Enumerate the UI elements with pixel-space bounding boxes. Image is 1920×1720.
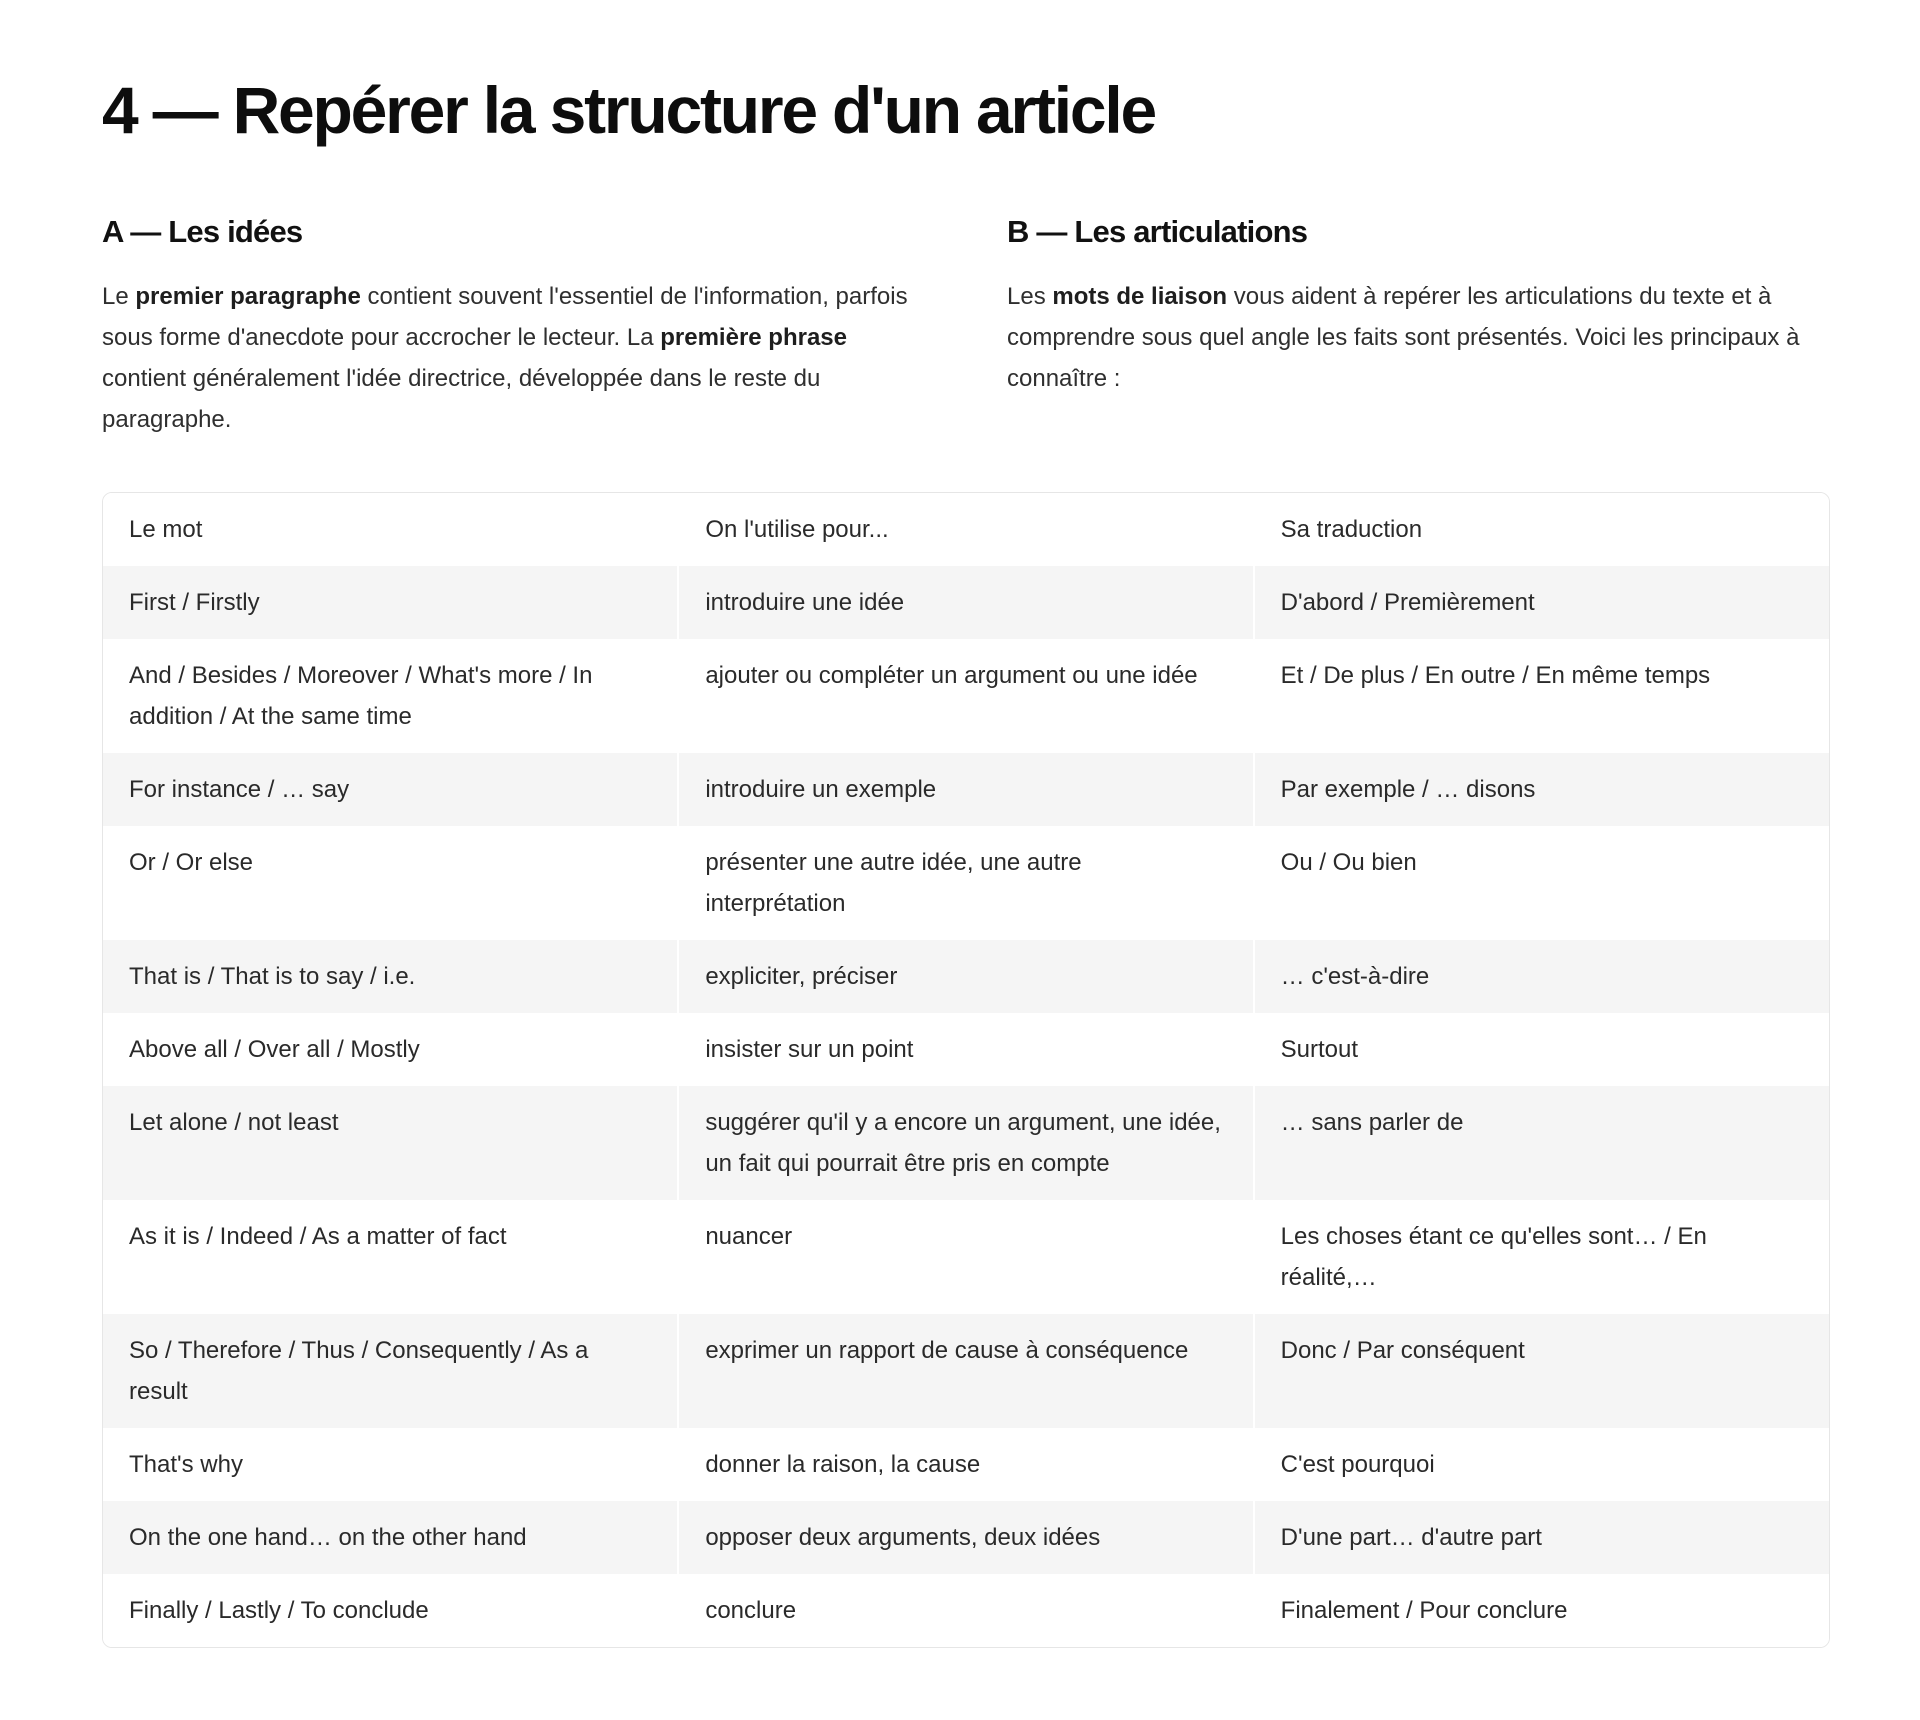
cell-translation: Les choses étant ce qu'elles sont… / En réalité,… — [1254, 1200, 1829, 1314]
cell-word: That's why — [103, 1428, 678, 1501]
cell-word: For instance / … say — [103, 753, 678, 826]
table-row — [103, 826, 1829, 940]
cell-usage: suggérer qu'il y a encore un argument, une idée, un fait qui pourrait être pris en compte — [678, 1086, 1253, 1200]
cell-word: That is / That is to say / i.e. — [103, 940, 678, 1013]
text-run: Les — [1007, 283, 1053, 310]
table-row — [103, 566, 1829, 639]
table-row — [103, 1013, 1829, 1086]
section-ideas-text — [102, 276, 913, 440]
cell-usage: expliciter, préciser — [678, 940, 1253, 1013]
cell-translation: D'abord / Premièrement — [1254, 566, 1829, 639]
cell-translation: … c'est-à-dire — [1254, 940, 1829, 1013]
cell-word: Finally / Lastly / To conclude — [103, 1574, 678, 1647]
cell-word: As it is / Indeed / As a matter of fact — [103, 1200, 678, 1314]
cell-word: Above all / Over all / Mostly — [103, 1013, 678, 1086]
text-run: contient généralement l'idée directrice, développée dans le reste du paragraphe. — [102, 365, 821, 433]
section-articulations-heading: B — Les articulations — [1007, 214, 1308, 249]
bold-term: première phrase — [660, 324, 847, 351]
cell-translation: Ou / Ou bien — [1254, 826, 1829, 940]
section-articulations-text — [1007, 276, 1818, 399]
cell-translation: Finalement / Pour conclure — [1254, 1574, 1829, 1647]
cell-usage: conclure — [678, 1574, 1253, 1647]
cell-usage: ajouter ou compléter un argument ou une idée — [678, 639, 1253, 753]
section-articulations — [1007, 212, 1818, 440]
cell-translation: Et / De plus / En outre / En même temps — [1254, 639, 1829, 753]
cell-usage: insister sur un point — [678, 1013, 1253, 1086]
cell-translation: C'est pourquoi — [1254, 1428, 1829, 1501]
cell-word: First / Firstly — [103, 566, 678, 639]
section-ideas-heading: A — Les idées — [102, 214, 303, 249]
table-row — [103, 1574, 1829, 1647]
intro-columns — [102, 212, 1818, 440]
cell-translation: … sans parler de — [1254, 1086, 1829, 1200]
cell-usage: opposer deux arguments, deux idées — [678, 1501, 1253, 1574]
cell-translation: D'une part… d'autre part — [1254, 1501, 1829, 1574]
table-header-row — [103, 493, 1829, 566]
table-row — [103, 639, 1829, 753]
cell-translation: Par exemple / … disons — [1254, 753, 1829, 826]
table-row — [103, 1428, 1829, 1501]
cell-word: On the one hand… on the other hand — [103, 1501, 678, 1574]
text-run: vous aident à repérer les articulations du texte et à comprendre sous quel angle les faits sont présentés. Voici les principaux à connaître : — [1007, 283, 1800, 392]
cell-usage: exprimer un rapport de cause à conséquence — [678, 1314, 1253, 1428]
text-run: Le — [102, 283, 136, 310]
cell-usage: introduire une idée — [678, 566, 1253, 639]
cell-usage: donner la raison, la cause — [678, 1428, 1253, 1501]
cell-usage: introduire un exemple — [678, 753, 1253, 826]
cell-usage: présenter une autre idée, une autre interprétation — [678, 826, 1253, 940]
column-header-usage: On l'utilise pour... — [678, 493, 1253, 566]
cell-translation: Donc / Par conséquent — [1254, 1314, 1829, 1428]
cell-usage: nuancer — [678, 1200, 1253, 1314]
column-header-word: Le mot — [103, 493, 678, 566]
cell-translation: Surtout — [1254, 1013, 1829, 1086]
column-header-translation: Sa traduction — [1254, 493, 1829, 566]
table-row — [103, 753, 1829, 826]
cell-word: And / Besides / Moreover / What's more / In addition / At the same time — [103, 639, 678, 753]
bold-term: mots de liaison — [1052, 283, 1228, 310]
table-row — [103, 1086, 1829, 1200]
cell-word: Or / Or else — [103, 826, 678, 940]
linking-words-table — [102, 492, 1830, 1648]
table-row — [103, 1314, 1829, 1428]
cell-word: Let alone / not least — [103, 1086, 678, 1200]
table-row — [103, 1501, 1829, 1574]
cell-word: So / Therefore / Thus / Consequently / As a result — [103, 1314, 678, 1428]
text-run: contient souvent l'essentiel de l'information, parfois sous forme d'anecdote pour accrocher le lecteur. La — [102, 283, 908, 351]
page-title: 4 — Repérer la structure d'un article — [102, 73, 1156, 147]
table-row — [103, 1200, 1829, 1314]
table-row — [103, 940, 1829, 1013]
section-ideas — [102, 212, 913, 440]
bold-term: premier paragraphe — [135, 283, 361, 310]
